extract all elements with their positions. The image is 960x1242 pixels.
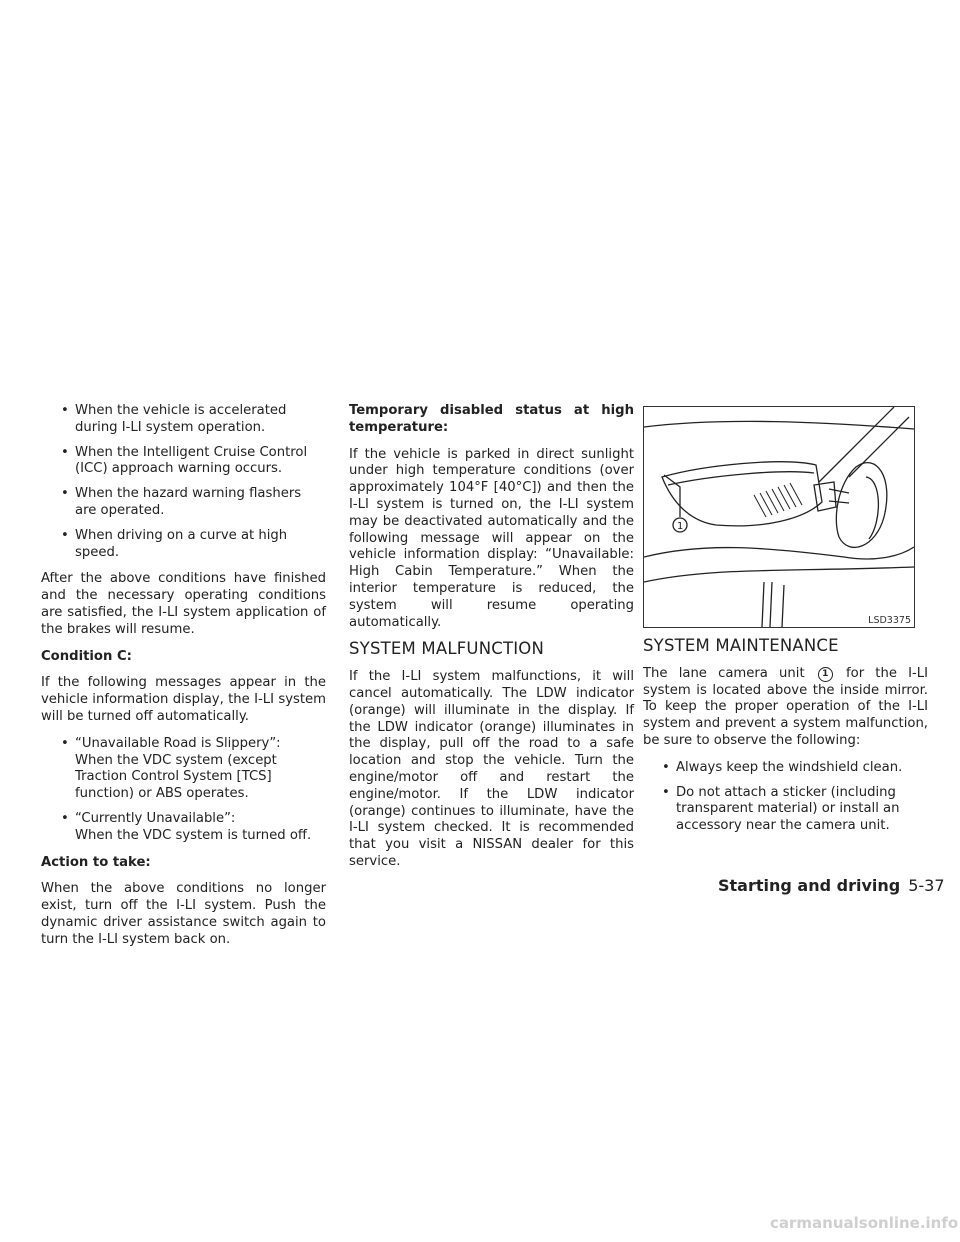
temp-paragraph: If the vehicle is parked in direct sunlight under high temperature conditions (over approximately 104°F [40°C]) and then the I-LI system is turned on, the I-LI system may be deactivated automatically and the following message will appear on the vehicle information display: “Unavailable: High Cabin Temperature.” When the interior temperature is reduced, the system will resume operating automatically.: [349, 446, 634, 630]
pillar-line: [819, 407, 894, 482]
maintenance-heading: SYSTEM MAINTENANCE: [643, 636, 839, 655]
list-item: • When the hazard warning flashers are operated.: [41, 486, 326, 520]
maintenance-paragraph: [643, 666, 928, 750]
condition-c-paragraph: If the following messages appear in the vehicle information display, the I-LI system will be turned off automatically.: [41, 675, 326, 724]
list-item: [41, 811, 326, 845]
conditions-list: [41, 403, 326, 561]
message-text: • “Currently Unavailable”:: [75, 810, 236, 826]
dashboard-line: [644, 547, 914, 559]
column-right: [643, 634, 928, 845]
action-heading: Action to take:: [41, 854, 151, 870]
camera-illustration: [644, 407, 914, 627]
message-text: • “Unavailable Road is Slippery”:: [75, 735, 281, 751]
callout-badge: 1: [818, 667, 833, 682]
figure-code: LSD3375: [868, 615, 911, 626]
page-number: 5-37: [908, 876, 945, 895]
list-item: • When the vehicle is accelerated during I-LI system operation.: [41, 403, 326, 437]
camera-figure: [643, 406, 915, 628]
list-item: • Always keep the windshield clean.: [643, 760, 928, 777]
maintenance-list: [643, 760, 928, 835]
callout-number: 1: [677, 521, 684, 532]
messages-list: [41, 736, 326, 845]
page-footer: [718, 876, 945, 895]
message-description: When the VDC system (except Traction Control System [TCS] function) or ABS operates.: [75, 752, 277, 802]
list-item: • When driving on a curve at high speed.: [41, 528, 326, 562]
housing-edge: [668, 472, 814, 485]
column-middle: [349, 403, 634, 881]
inside-mirror: [836, 463, 887, 548]
malfunction-heading: SYSTEM MALFUNCTION: [349, 639, 545, 659]
section-title: Starting and driving: [718, 876, 901, 895]
resume-paragraph: After the above conditions have finished and the necessary operating conditions are satisfied, the I-LI system application of the brakes will resume.: [41, 571, 326, 637]
mirror-mount: [814, 482, 836, 511]
maintenance-text-after: for the I-LI system is located above the inside mirror. To keep the proper operation of the I-LI system and prevent a system malfunction, be sure to observe the following:: [643, 665, 929, 748]
action-paragraph: When the above conditions no longer exist, turn off the I-LI system. Push the dynamic driver assistance switch again to turn the I-LI system back on.: [41, 881, 326, 947]
maintenance-text-before: The lane camera unit: [643, 665, 805, 681]
watermark: carmanualsonline.info: [770, 1214, 959, 1232]
list-item: • Do not attach a sticker (including transparent material) or install an accessory near the camera unit.: [643, 785, 928, 835]
column-left: [41, 403, 326, 959]
condition-c-heading: Condition C:: [41, 648, 132, 664]
message-description: When the VDC system is turned off.: [75, 827, 312, 843]
list-item: [41, 736, 326, 803]
malfunction-paragraph: If the I-LI system malfunctions, it will cancel automatically. The LDW indicator (orange) will illuminate in the display. If the LDW indicator (orange) illuminates in the display, pull off the road to a safe location and stop the vehicle. Turn the engine/motor off and restart the engine/motor. If the LDW indicator (orange) continues to illuminate, have the I-LI system checked. It is recommended that you visit a NISSAN dealer for this service.: [349, 669, 634, 869]
list-item: • When the Intelligent Cruise Control (ICC) approach warning occurs.: [41, 445, 326, 479]
temp-heading: Temporary disabled status at high temperature:: [349, 403, 634, 435]
